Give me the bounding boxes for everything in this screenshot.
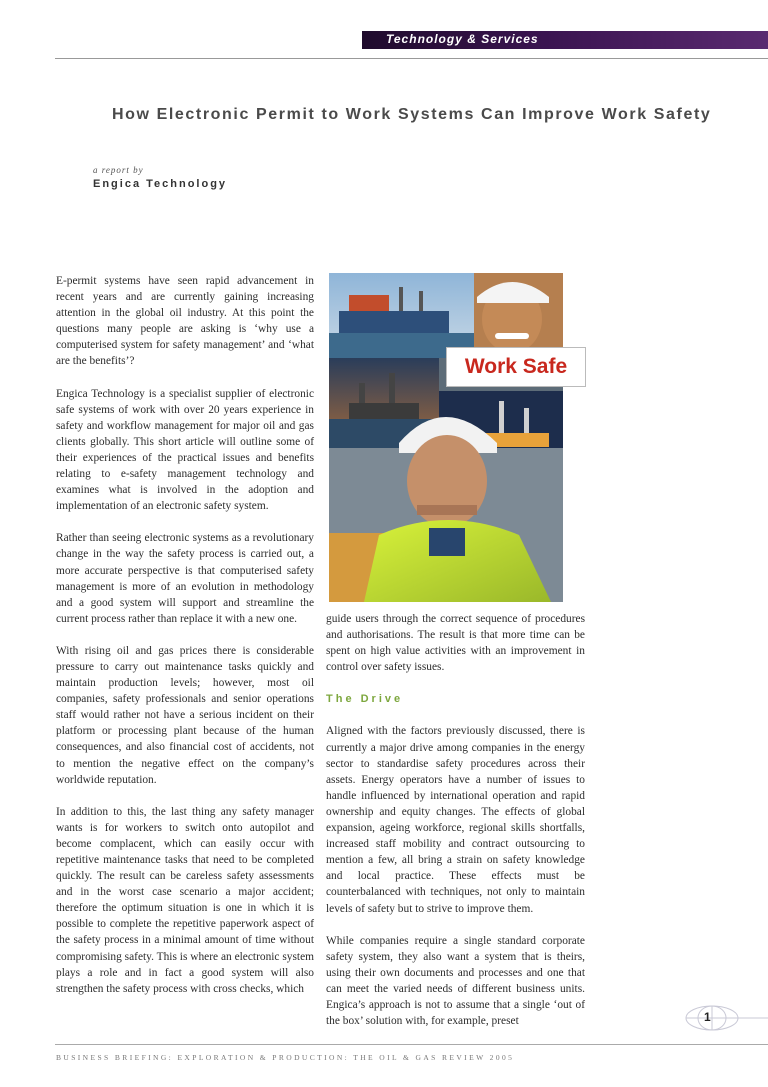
paragraph: guide users through the correct sequence of procedures and authorisations. The result is that more time can be spent on high value activities with an improvement in control over safety issues.	[326, 613, 585, 674]
paragraph: In addition to this, the last thing any safety manager wants is for workers to switch onto autopilot and become complacent, which can easily occur with repetitive maintenance tasks that need to be completed quickly. The result can be careless safety assessments and in the worst case scenario a major accident; therefore the optimum situation is one in which it is possible to complete the repetitive paperwork aspect of the safety process in a minimal amount of time without compromising safety. This is where an electronic system plays a role and in fact a good system will also strengthen the safety process with cross checks, which	[56, 805, 314, 995]
paragraph: With rising oil and gas prices there is considerable pressure to carry out maintenance tasks quickly and maintain production levels; however, most oil companies, safety professionals and senior operations staff would rather not have a serious incident on their platform or processing plant because of the human consequences, and also financial cost of accidents, not to mention the negative effect on the company’s worldwide reputation.	[56, 644, 314, 786]
byline-author: Engica Technology	[93, 178, 228, 190]
section-subhead: The Drive	[326, 693, 404, 706]
paragraph: Rather than seeing electronic systems as a revolutionary change in the way the safety process is carried out, a more accurate perspective is that computerised safety management is more of an evolution in methodology and a good system will support and streamline the current process rather than replace it with a new one.	[56, 532, 314, 625]
footer-rule	[55, 1044, 768, 1045]
paragraph: Aligned with the factors previously discussed, there is currently a major drive among companies in the energy sector to standardise safety procedures across their assets. Energy operators have a number of issues to handle influenced by international operation and rapid ownership and equity changes. The effects of global expansion, ageing workforce, regional skills shortfalls, increased staff mobility and contract outsourcing to mention a few, all bring a strain on safety knowledge and local practice. These effects must be counterbalanced with techniques, not only to maintain levels of safety but to strive to improve them.	[326, 725, 585, 915]
top-rule	[55, 58, 768, 59]
work-safe-photo-collage	[329, 273, 563, 602]
section-header-band	[362, 31, 768, 49]
right-column	[326, 611, 585, 1045]
paragraph: While companies require a single standard corporate safety system, they also want a system that is theirs, using their own documents and processes and one that can meet the varied needs of different business units. Engica’s approach is not to assume that a single ‘out of the box’ solution with, for example, preset	[326, 934, 585, 1028]
page-number: 1	[704, 1010, 711, 1024]
left-column	[56, 273, 314, 1013]
paragraph: E-permit systems have seen rapid advancement in recent years and are currently gaining increasing attention in the global oil industry. At this point the questions many people are asking is ‘why use a computerised system for safety management’ and ‘what are the benefits’?	[56, 275, 314, 368]
page-number-globe-icon	[682, 1004, 768, 1032]
paragraph: Engica Technology is a specialist supplier of electronic safe systems of work with over 20 years experience in safety and workflow management for major oil and gas clients globally. This short article will outline some of their experiences of the practical issues and benefits relating to e-safety management technology and examines what is involved in the adoption and implementation of an electronic safety system.	[56, 387, 314, 513]
footer-publication: BUSINESS BRIEFING: EXPLORATION & PRODUCTION: THE OIL & GAS REVIEW 2005	[56, 1053, 515, 1062]
byline-intro: a report by	[93, 165, 144, 175]
work-safe-sign: Work Safe	[446, 347, 586, 387]
article-title: How Electronic Permit to Work Systems Can Improve Work Safety	[112, 106, 712, 123]
section-label: Technology & Services	[386, 32, 539, 46]
